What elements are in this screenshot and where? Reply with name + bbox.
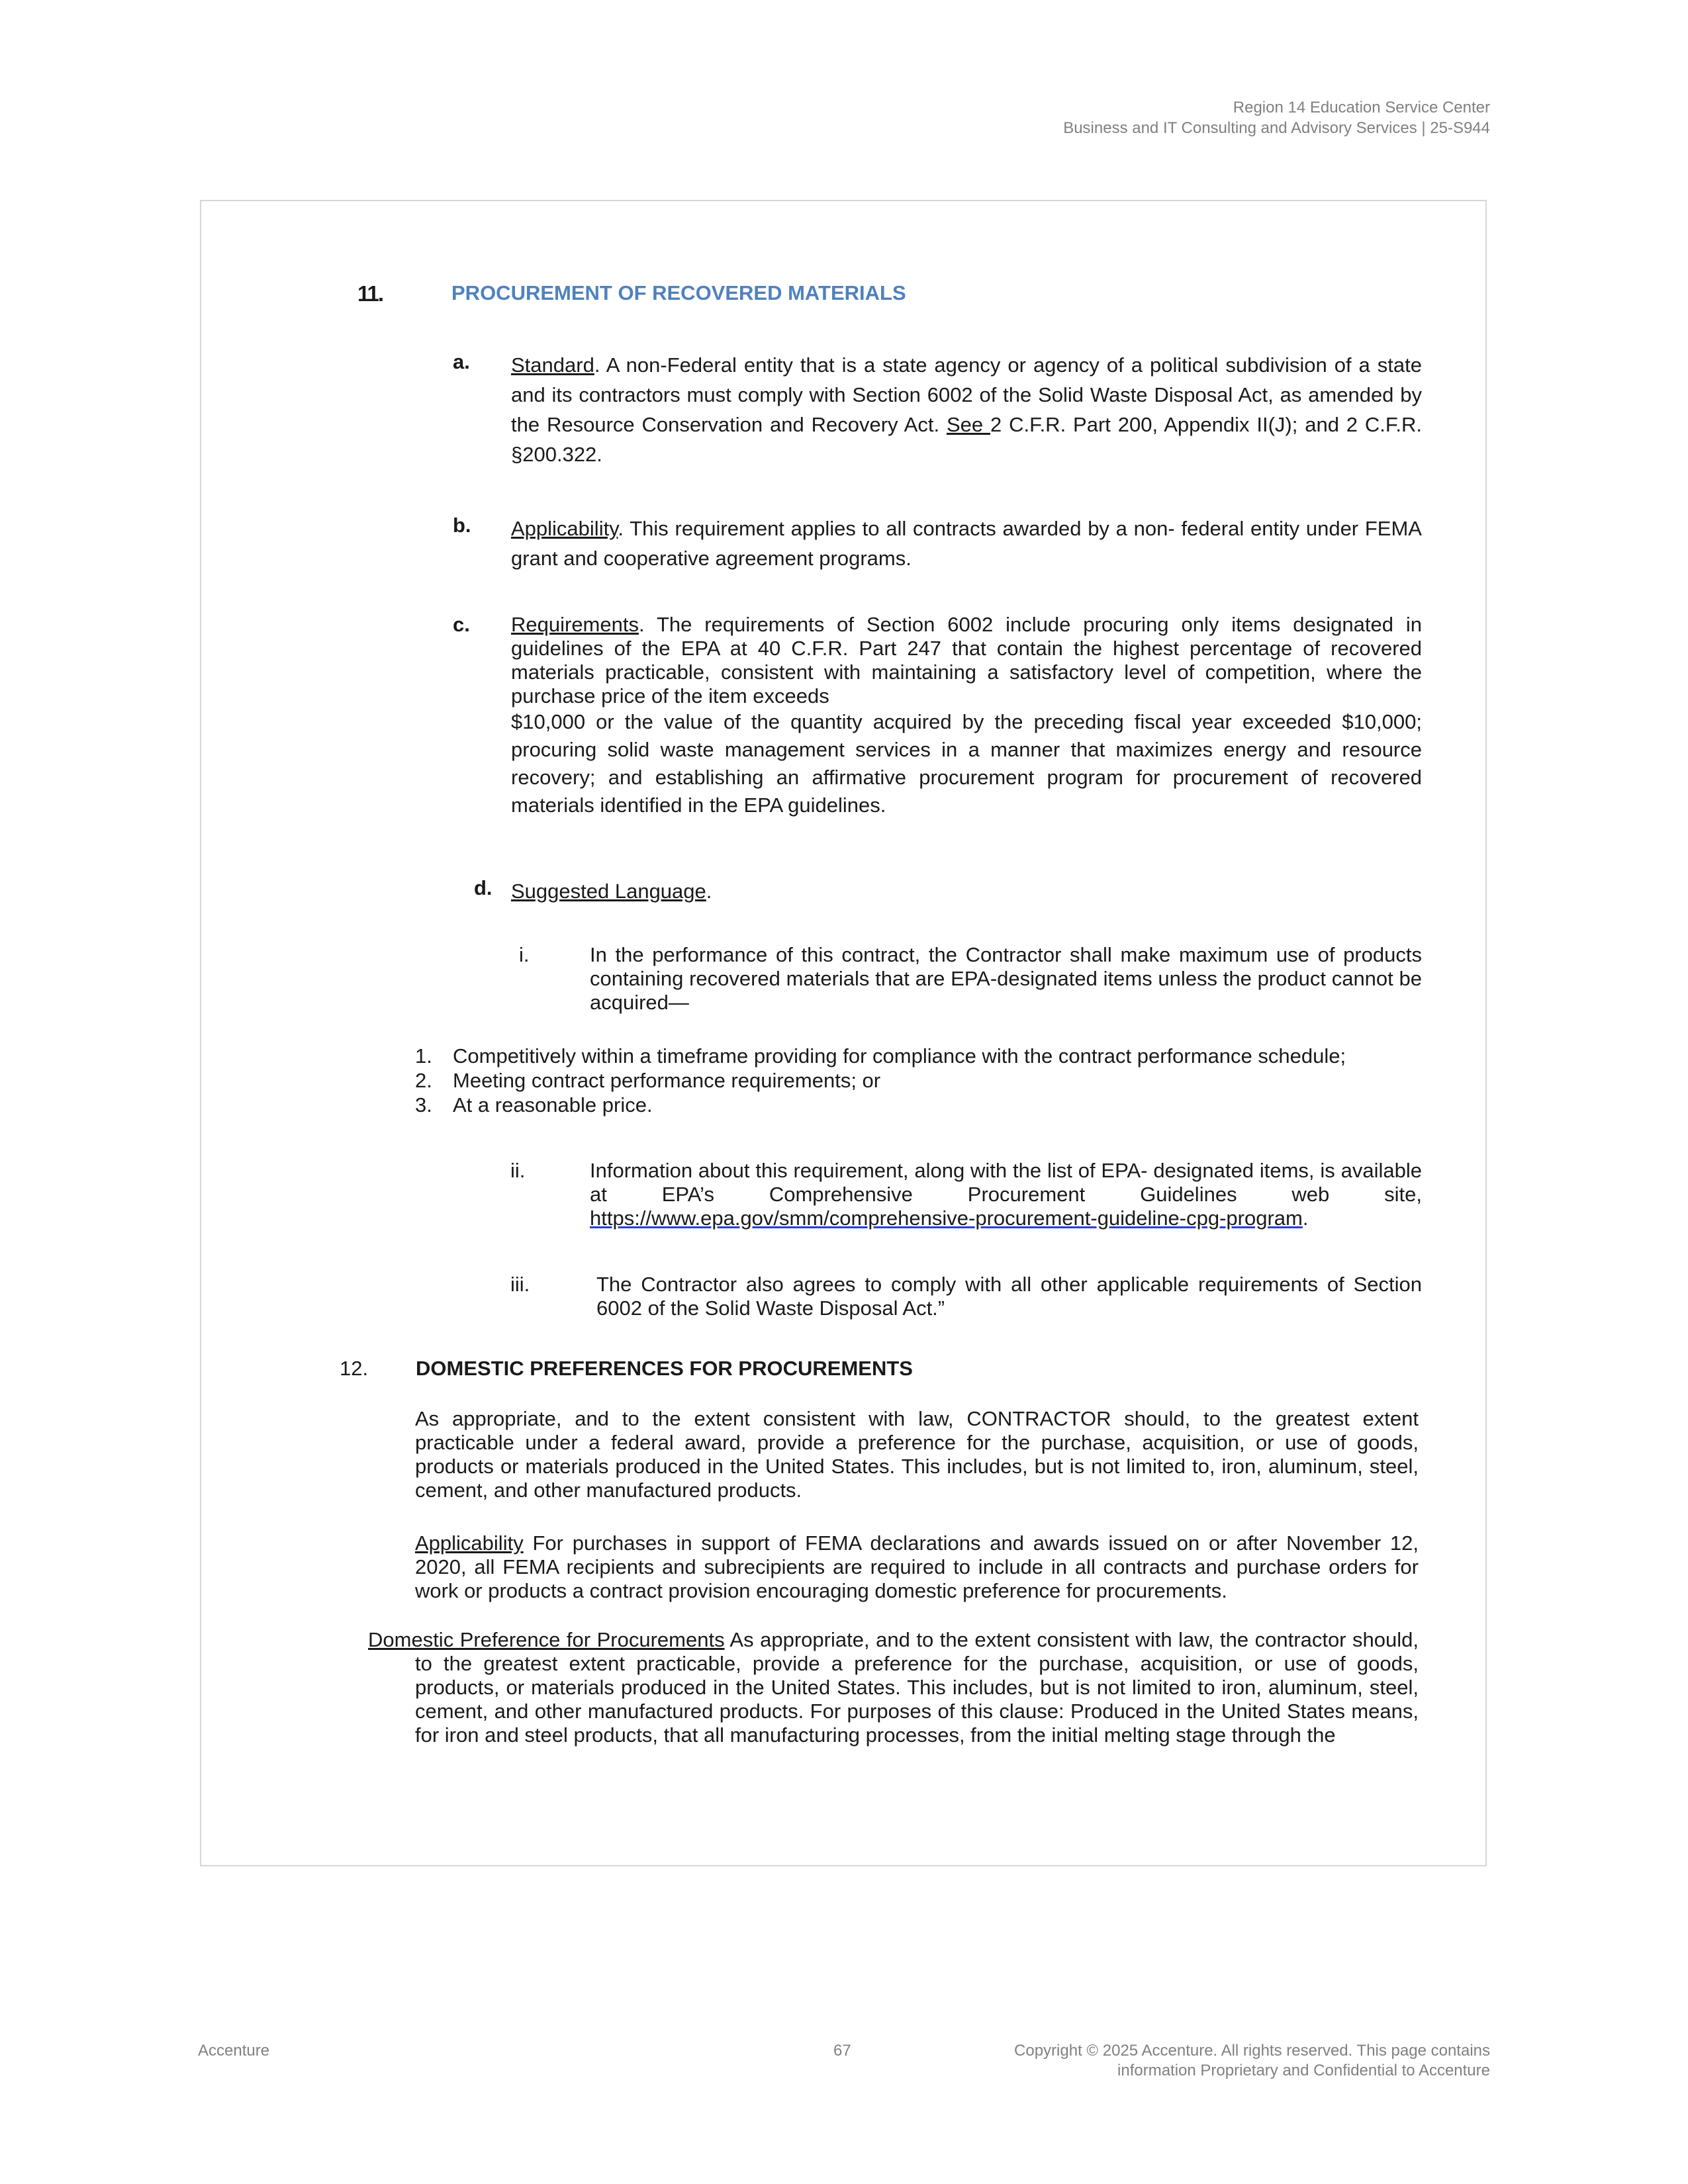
item-a-text: . A non-Federal entity that is a state agency or agency of a political subdivision of a state and its contractors must comply with Section 6002 of the Solid Waste Disposal Act, as amended by the Resource Conservation and Recovery Act. (511, 353, 1422, 436)
item-a-label: a. (453, 350, 470, 373)
section-12-paragraph-1: As appropriate, and to the extent consistent with law, CONTRACTOR should, to the greatest extent practicable under a federal award, provide a preference for the purchase, acquisition, or use of goods, products or materials produced in the United States. This includes, but is not limited to, iron, aluminum, steel, cement, and other manufactured products. (415, 1407, 1419, 1502)
item-b-heading: Applicability (511, 517, 618, 540)
domestic-preference-text: As appropriate, and to the extent consistent with law, the contractor should, to the greatest extent practicable, provide a preference for the purchase, acquisition, or use of goods, products, or materials produced in the United States. This includes, but is not limited to iron, aluminum, steel, cement, and other manufactured products. For purposes of this clause: Produced in the United States means, for iron and steel products, that all manufacturing processes, from the initial melting stage through the (415, 1628, 1419, 1747)
page-number: 67 (833, 2042, 851, 2060)
list-item: Meeting contract performance requirements; or (453, 1069, 881, 1092)
item-d-heading: Suggested Language (511, 880, 706, 903)
item-c-heading: Requirements (511, 613, 639, 636)
item-b-text: . This requirement applies to all contracts awarded by a non- federal entity under FEMA grant and cooperative agreement programs. (511, 517, 1422, 570)
item-a-heading: Standard (511, 353, 594, 377)
item-c-paragraph-2: $10,000 or the value of the quantity acquired by the preceding fiscal year exceeded $10,000; procuring solid waste management services in a manner that maximizes energy and resource recovery; and establishing an affirmative procurement program for procurement of recovered materials identified in the EPA guidelines. (511, 710, 1422, 817)
footer-copyright-line-1: Copyright © 2025 Accenture. All rights reserved. This page contains (1014, 2042, 1490, 2060)
list-item-number: 3. (415, 1093, 432, 1116)
list-item-number: 1. (415, 1044, 432, 1068)
section-12-paragraph-3 (368, 1628, 1419, 1747)
item-d-label: d. (474, 876, 492, 899)
header-project: Business and IT Consulting and Advisory Services | 25-S944 (1063, 119, 1490, 137)
section-11-title: PROCUREMENT OF RECOVERED MATERIALS (451, 281, 906, 304)
section-12-title: DOMESTIC PREFERENCES FOR PROCUREMENTS (416, 1357, 913, 1380)
list-item-number: 2. (415, 1069, 432, 1092)
item-ii-text (590, 1159, 1422, 1230)
item-ii-body: Information about this requirement, along with the list of EPA- designated items, is available at EPA’s Comprehensive Procurement Guidelines web site, (590, 1159, 1422, 1206)
item-ii-label: ii. (510, 1159, 526, 1182)
item-iii-label: iii. (510, 1273, 530, 1296)
item-a-citation: 2 C.F.R. Part 200, Appendix II(J); and 2 C.F.R. §200.322. (511, 413, 1423, 466)
section-11-number: 11. (357, 281, 383, 306)
item-d-paragraph (511, 876, 712, 906)
item-c-text-1: . The requirements of Section 6002 include procuring only items designated in guidelines of the EPA at 40 C.F.R. Part 247 that contain the highest percentage of recovered materials practicable, consistent with maintaining a satisfactory level of competition, where the purchase price of the item exceeds (511, 613, 1422, 707)
item-a-see: See (946, 413, 990, 436)
list-item: Competitively within a timeframe providing for compliance with the contract performance schedule; (453, 1044, 1346, 1068)
item-c-label: c. (453, 613, 470, 636)
footer-company: Accenture (198, 2042, 270, 2060)
applicability-text: For purchases in support of FEMA declarations and awards issued on or after November 12, 2020, all FEMA recipients and subrecipients are required to include in all contracts and purchase orders for work or products a contract provision encouraging domestic preference for procurements. (415, 1531, 1419, 1602)
footer-copyright-line-2: information Proprietary and Confidential to Accenture (1117, 2062, 1490, 2079)
list-item: At a reasonable price. (453, 1093, 653, 1116)
applicability-heading: Applicability (415, 1531, 524, 1555)
item-b-paragraph (511, 514, 1422, 573)
footer-copyright (1014, 2041, 1490, 2081)
item-iii-text: The Contractor also agrees to comply with all other applicable requirements of Section 6002 of the Solid Waste Disposal Act.” (596, 1273, 1422, 1320)
epa-cpg-link[interactable]: https://www.epa.gov/smm/comprehensive-procurement-guideline-cpg-program (590, 1206, 1303, 1230)
domestic-preference-heading: Domestic Preference for Procurements (368, 1628, 725, 1651)
header-org: Region 14 Education Service Center (1233, 99, 1490, 116)
section-12-paragraph-2 (415, 1531, 1419, 1603)
section-12-number: 12. (340, 1357, 369, 1380)
item-ii-period: . (1302, 1206, 1309, 1230)
item-d-period: . (706, 880, 712, 903)
item-a-paragraph (511, 350, 1422, 469)
item-i-label: i. (519, 943, 530, 966)
item-i-text: In the performance of this contract, the Contractor shall make maximum use of products containing recovered materials that are EPA-designated items unless the product cannot be acquired— (590, 943, 1422, 1014)
item-c-paragraph-1 (511, 613, 1422, 708)
item-b-label: b. (453, 514, 471, 537)
